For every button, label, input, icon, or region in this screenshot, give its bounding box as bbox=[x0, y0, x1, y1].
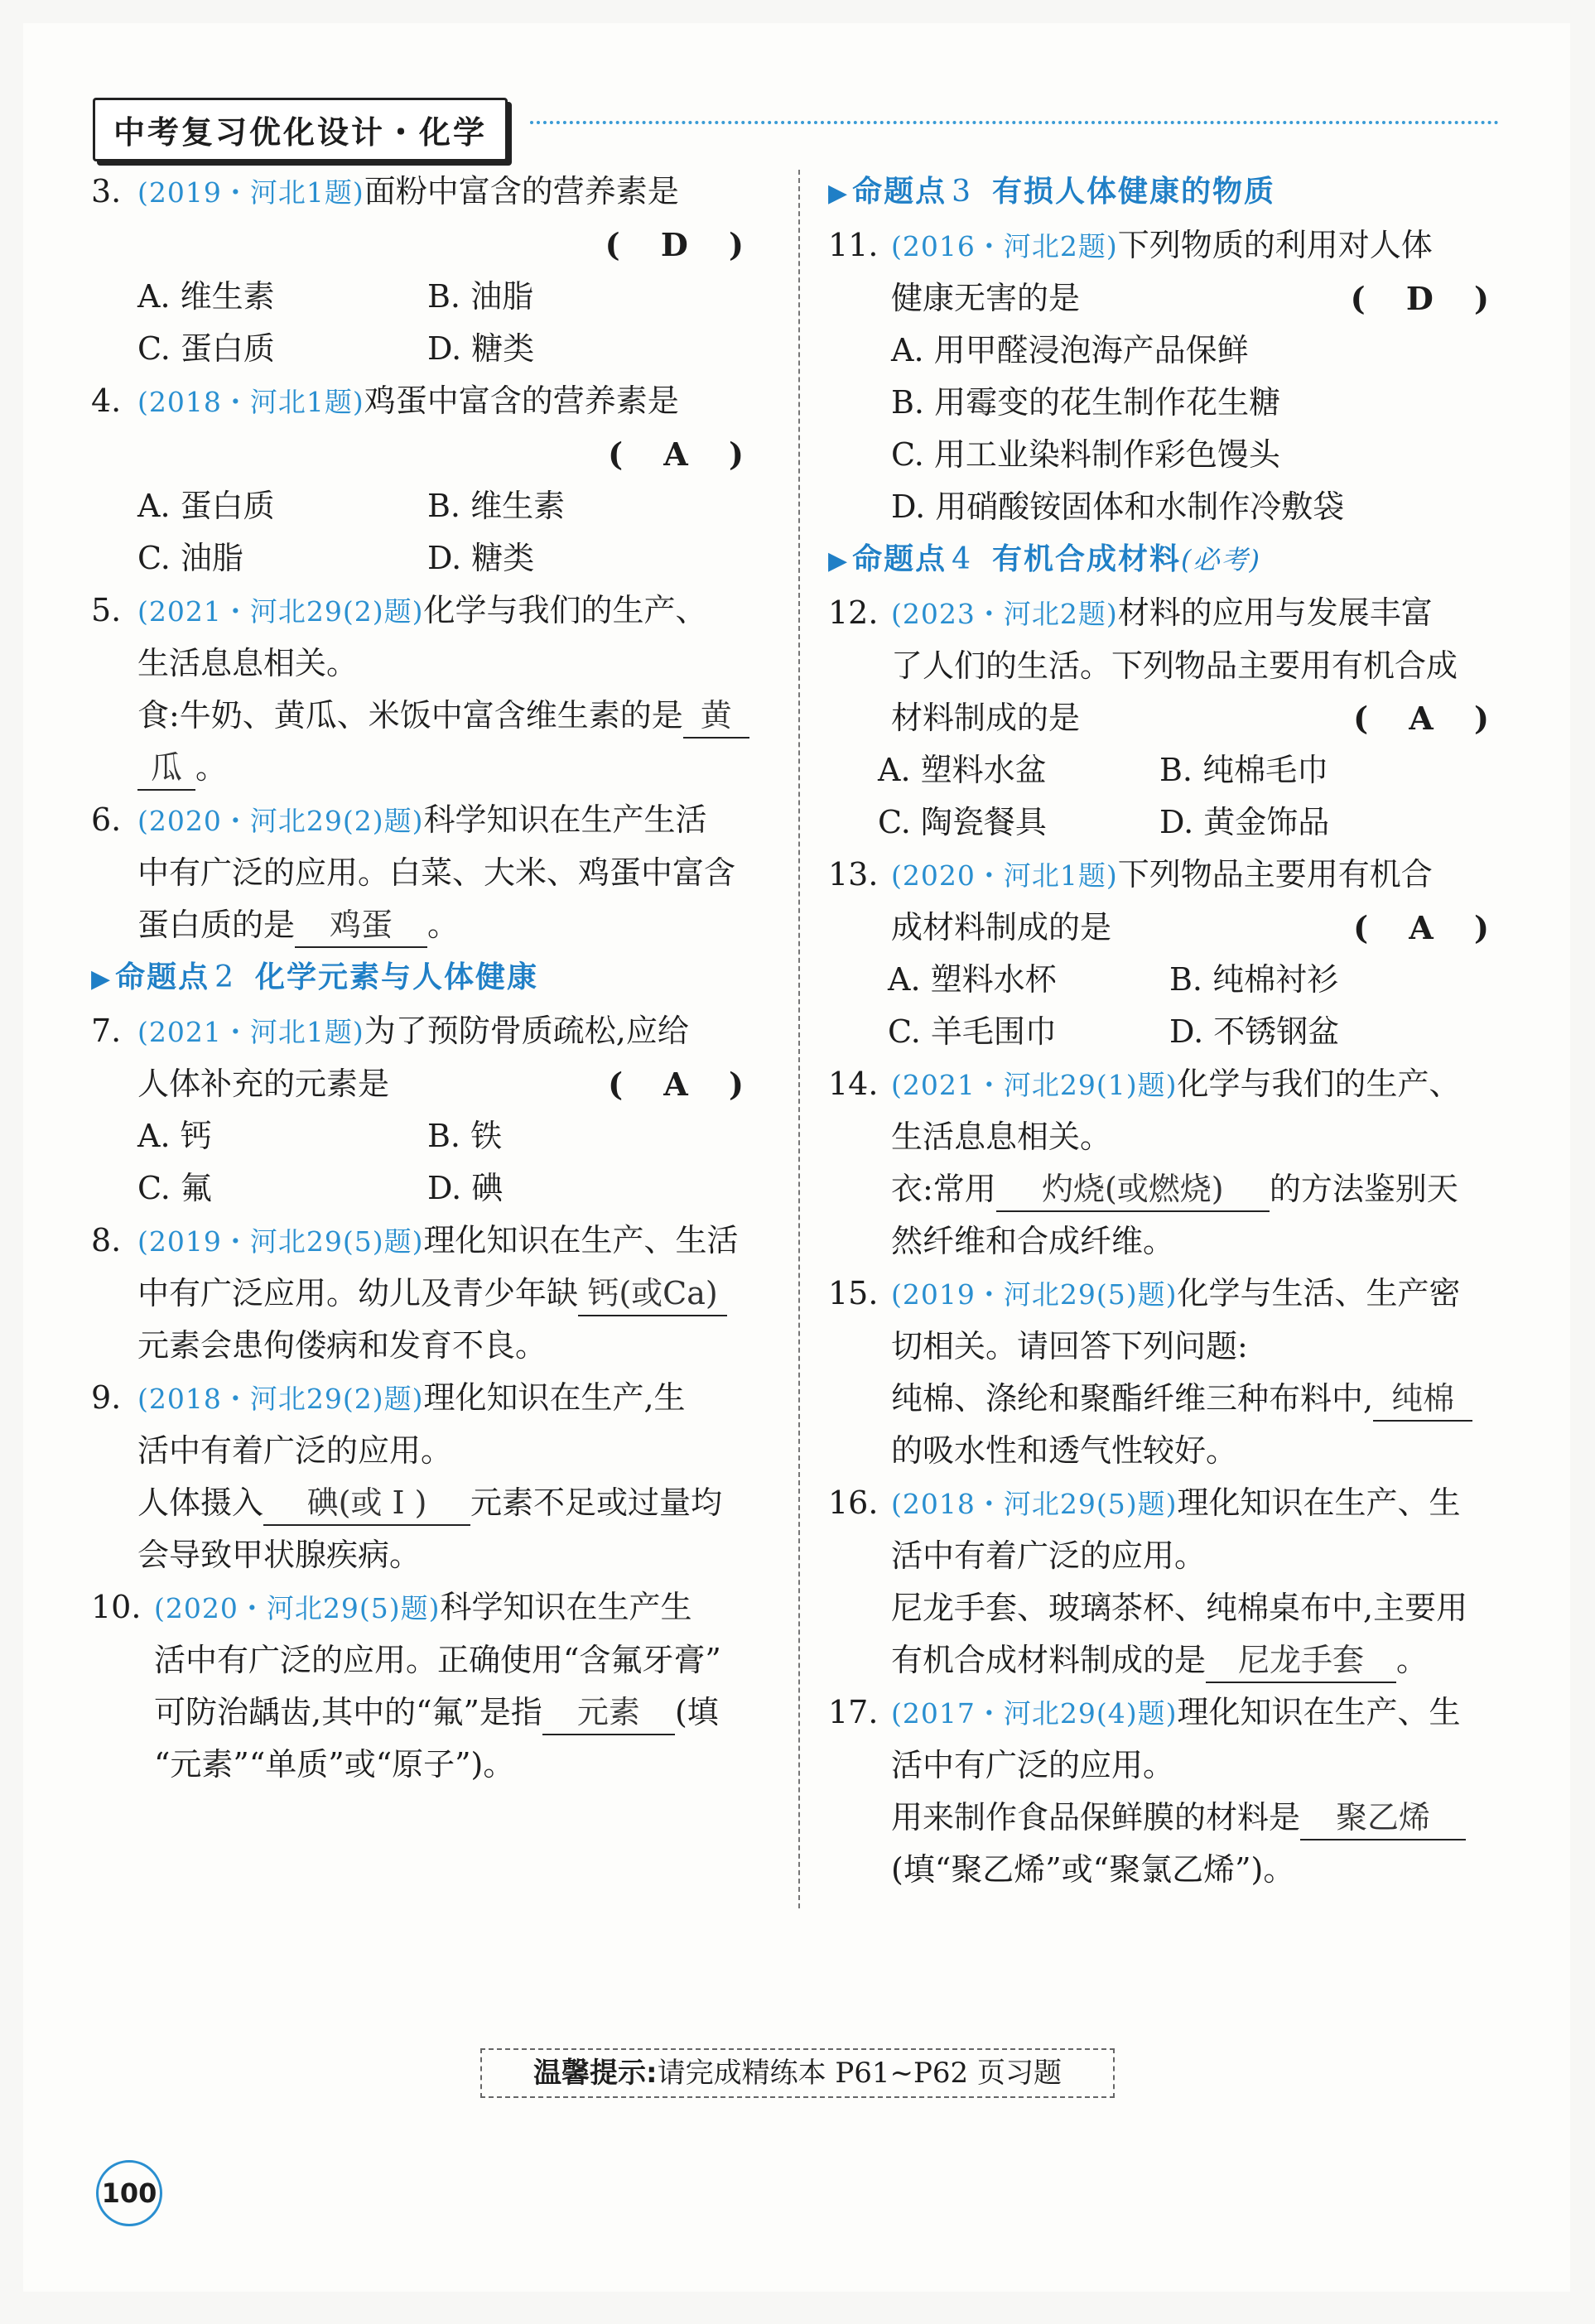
question-number: 4. bbox=[91, 383, 122, 419]
column-divider bbox=[798, 170, 800, 1908]
question-text: 然纤维和合成纤维。 bbox=[891, 1223, 1175, 1259]
topic-number: 2 bbox=[214, 960, 235, 994]
question-text: 生活息息相关。 bbox=[891, 1119, 1112, 1155]
question-source: (2019・河北1题) bbox=[137, 176, 364, 209]
topic-number: 3 bbox=[952, 175, 972, 209]
triangle-icon: ▶ bbox=[828, 546, 850, 575]
option: C. 氟 bbox=[137, 1170, 212, 1206]
option: C. 陶瓷餐具 bbox=[878, 804, 1047, 840]
option: A. 维生素 bbox=[137, 278, 275, 315]
question-text: 理化知识在生产、生 bbox=[1177, 1484, 1461, 1521]
question-text: 理化知识在生产、生活 bbox=[423, 1222, 739, 1258]
option: A. 塑料水盆 bbox=[878, 752, 1047, 788]
question-text: 元素不足或过量均 bbox=[470, 1484, 723, 1521]
question-source: (2020・河北29(2)题) bbox=[137, 805, 424, 837]
question-source: (2021・河北29(1)题) bbox=[891, 1069, 1178, 1101]
question-11 bbox=[828, 219, 1507, 533]
option: B. 纯棉衬衫 bbox=[1169, 961, 1339, 998]
question-source: (2018・河北29(2)题) bbox=[137, 1383, 424, 1415]
topic-heading-2 bbox=[91, 951, 762, 1005]
right-column bbox=[828, 166, 1507, 1896]
question-number: 5. bbox=[91, 592, 122, 628]
topic-note: (必考) bbox=[1181, 544, 1261, 575]
question-3 bbox=[91, 166, 762, 375]
question-number: 15. bbox=[828, 1275, 879, 1311]
topic-number: 4 bbox=[952, 542, 972, 576]
question-text: 尼龙手套、玻璃茶杯、纯棉桌布中,主要用 bbox=[891, 1590, 1468, 1626]
question-source: (2023・河北2题) bbox=[891, 598, 1118, 630]
question-13 bbox=[828, 849, 1507, 1058]
answer-blank: 尼龙手套 bbox=[1206, 1638, 1396, 1683]
question-14 bbox=[828, 1058, 1507, 1268]
question-text: 可防治龋齿,其中的“氟”是指 bbox=[154, 1694, 542, 1730]
punctuation: 。 bbox=[427, 907, 460, 943]
left-column bbox=[91, 166, 762, 1791]
question-number: 3. bbox=[91, 173, 122, 209]
topic-label: 命题点 bbox=[852, 542, 947, 576]
topic-label: 命题点 bbox=[852, 175, 947, 209]
question-15 bbox=[828, 1268, 1507, 1477]
question-text: 生活息息相关。 bbox=[137, 645, 359, 681]
question-text: 化学与生活、生产密 bbox=[1177, 1275, 1461, 1311]
option: D. 黄金饰品 bbox=[1159, 804, 1330, 840]
question-text: 用来制作食品保鲜膜的材料是 bbox=[891, 1799, 1301, 1836]
question-9 bbox=[91, 1372, 762, 1581]
topic-title: 化学元素与人体健康 bbox=[255, 960, 539, 994]
question-text: 的方法鉴别天 bbox=[1269, 1171, 1458, 1207]
question-source: (2020・河北1题) bbox=[891, 859, 1118, 892]
triangle-icon: ▶ bbox=[828, 179, 850, 208]
question-source: (2019・河北29(5)题) bbox=[891, 1278, 1178, 1311]
question-text: (填“聚乙烯”或“聚氯乙烯”)。 bbox=[891, 1851, 1295, 1888]
topic-heading-4 bbox=[828, 533, 1507, 587]
question-text: 活中有广泛的应用。正确使用“含氟牙膏” bbox=[154, 1642, 721, 1678]
question-source: (2021・河北1题) bbox=[137, 1016, 364, 1048]
question-number: 16. bbox=[828, 1484, 879, 1521]
page-number: 100 bbox=[96, 2160, 162, 2226]
punctuation: 。 bbox=[195, 749, 228, 786]
option: B. 铁 bbox=[427, 1118, 503, 1154]
answer-blank: 黄 bbox=[683, 694, 749, 739]
question-number: 17. bbox=[828, 1694, 879, 1730]
question-text: 活中有着广泛的应用。 bbox=[137, 1432, 453, 1469]
tip-text: 请完成精练本 P61~P62 页习题 bbox=[657, 2057, 1062, 2090]
answer-blank: 瓜 bbox=[137, 746, 195, 791]
question-text: 化学与我们的生产、 bbox=[1177, 1066, 1461, 1102]
option: B. 用霉变的花生制作花生糖 bbox=[891, 384, 1281, 421]
question-4 bbox=[91, 375, 762, 585]
question-text: 科学知识在生产生活 bbox=[423, 801, 707, 838]
option: B. 纯棉毛巾 bbox=[1159, 752, 1329, 788]
question-text: 人体补充的元素是 bbox=[137, 1066, 390, 1102]
question-5 bbox=[91, 585, 762, 794]
question-text: 活中有着广泛的应用。 bbox=[891, 1537, 1207, 1574]
question-source: (2017・河北29(4)题) bbox=[891, 1697, 1178, 1730]
topic-label: 命题点 bbox=[115, 960, 210, 994]
option: A. 蛋白质 bbox=[137, 488, 275, 524]
question-number: 13. bbox=[828, 856, 879, 893]
option: A. 钙 bbox=[137, 1118, 212, 1154]
answer-blank: 灼烧(或燃烧) bbox=[996, 1167, 1270, 1212]
answer-mark: ( A ) bbox=[1353, 700, 1504, 737]
answer-mark: ( A ) bbox=[608, 1066, 759, 1103]
question-source: (2019・河北29(5)题) bbox=[137, 1225, 424, 1258]
question-text: 化学与我们的生产、 bbox=[423, 592, 707, 628]
question-text: 科学知识在生产生 bbox=[440, 1589, 692, 1625]
answer-mark: ( D ) bbox=[605, 226, 759, 263]
answer-blank: 纯棉 bbox=[1373, 1377, 1472, 1422]
question-text: 鸡蛋中富含的营养素是 bbox=[364, 383, 679, 419]
question-text: 理化知识在生产,生 bbox=[423, 1379, 686, 1416]
page-header-title: 中考复习优化设计・化学 bbox=[93, 98, 508, 161]
answer-mark: ( D ) bbox=[1350, 280, 1504, 317]
answer-mark: ( A ) bbox=[608, 435, 759, 473]
topic-title: 有机合成材料 bbox=[992, 542, 1182, 576]
tip-label: 温馨提示: bbox=[533, 2057, 658, 2090]
topic-title: 有损人体健康的物质 bbox=[992, 175, 1276, 209]
answer-blank: 鸡蛋 bbox=[295, 903, 427, 948]
question-text: 面粉中富含的营养素是 bbox=[364, 173, 679, 209]
question-source: (2018・河北29(5)题) bbox=[891, 1488, 1178, 1520]
question-text: 材料的应用与发展丰富 bbox=[1117, 594, 1433, 631]
option: A. 用甲醛浸泡海产品保鲜 bbox=[891, 332, 1249, 368]
question-text: 下列物品主要用有机合 bbox=[1117, 856, 1433, 893]
question-text: 蛋白质的是 bbox=[137, 907, 296, 943]
option: C. 羊毛围巾 bbox=[888, 1013, 1057, 1050]
question-text: (填 bbox=[674, 1694, 719, 1730]
question-source: (2018・河北1题) bbox=[137, 386, 364, 418]
question-text: 食:牛奶、黄瓜、米饭中富含维生素的是 bbox=[137, 697, 683, 734]
question-text: 为了预防骨质疏松,应给 bbox=[364, 1013, 689, 1049]
answer-blank: 碘(或 I ) bbox=[263, 1481, 470, 1526]
question-number: 9. bbox=[91, 1379, 122, 1416]
option: C. 油脂 bbox=[137, 540, 243, 576]
question-source: (2016・河北2题) bbox=[891, 230, 1118, 262]
question-6 bbox=[91, 794, 762, 951]
tip-box bbox=[480, 2048, 1115, 2098]
question-text: 有机合成材料制成的是 bbox=[891, 1642, 1207, 1678]
question-text: 成材料制成的是 bbox=[891, 909, 1112, 945]
question-number: 7. bbox=[91, 1013, 122, 1049]
question-text: 下列物质的利用对人体 bbox=[1117, 227, 1433, 263]
question-text: 材料制成的是 bbox=[891, 700, 1081, 736]
option: A. 塑料水杯 bbox=[888, 961, 1057, 998]
question-number: 6. bbox=[91, 801, 122, 838]
option: D. 不锈钢盆 bbox=[1169, 1013, 1340, 1050]
triangle-icon: ▶ bbox=[91, 965, 113, 994]
question-source: (2020・河北29(5)题) bbox=[154, 1592, 441, 1624]
option: D. 碘 bbox=[427, 1170, 504, 1206]
question-text: 了人们的生活。下列物品主要用有机合成 bbox=[891, 647, 1458, 684]
question-text: 理化知识在生产、生 bbox=[1177, 1694, 1461, 1730]
option: C. 用工业染料制作彩色馒头 bbox=[891, 436, 1280, 473]
answer-blank: 聚乙烯 bbox=[1300, 1796, 1466, 1840]
question-8 bbox=[91, 1215, 762, 1372]
answer-blank: 元素 bbox=[542, 1691, 675, 1735]
topic-heading-3 bbox=[828, 166, 1507, 219]
question-text: “元素”“单质”或“原子”)。 bbox=[154, 1746, 515, 1783]
question-number: 14. bbox=[828, 1066, 879, 1102]
question-text: 活中有广泛的应用。 bbox=[891, 1747, 1175, 1783]
question-source: (2021・河北29(2)题) bbox=[137, 595, 424, 628]
option: D. 糖类 bbox=[427, 540, 535, 576]
option: B. 油脂 bbox=[427, 278, 534, 315]
option: C. 蛋白质 bbox=[137, 330, 275, 367]
question-number: 12. bbox=[828, 594, 879, 631]
question-number: 8. bbox=[91, 1222, 122, 1258]
question-text: 中有广泛应用。幼儿及青少年缺 bbox=[137, 1275, 579, 1311]
question-17 bbox=[828, 1686, 1507, 1896]
question-16 bbox=[828, 1477, 1507, 1686]
option: B. 维生素 bbox=[427, 488, 566, 524]
question-text: 人体摄入 bbox=[137, 1484, 264, 1521]
option: D. 用硝酸铵固体和水制作冷敷袋 bbox=[891, 488, 1345, 525]
question-text: 元素会患佝偻病和发育不良。 bbox=[137, 1327, 547, 1364]
question-text: 纯棉、涤纶和聚酯纤维三种布料中, bbox=[891, 1380, 1374, 1417]
option: D. 糖类 bbox=[427, 330, 535, 367]
question-text: 会导致甲状腺疾病。 bbox=[137, 1537, 422, 1573]
question-text: 的吸水性和透气性较好。 bbox=[891, 1432, 1238, 1469]
question-text: 切相关。请回答下列问题: bbox=[891, 1328, 1248, 1364]
answer-blank: 钙(或Ca) bbox=[578, 1272, 727, 1316]
question-number: 10. bbox=[91, 1589, 142, 1625]
question-text: 中有广泛的应用。白菜、大米、鸡蛋中富含 bbox=[137, 854, 736, 891]
question-number: 11. bbox=[828, 227, 879, 263]
question-text: 健康无害的是 bbox=[891, 280, 1081, 316]
question-10 bbox=[91, 1581, 762, 1791]
header-dotted-rule bbox=[530, 121, 1499, 124]
question-12 bbox=[828, 587, 1507, 849]
question-text: 衣:常用 bbox=[891, 1171, 996, 1207]
answer-mark: ( A ) bbox=[1353, 909, 1504, 946]
question-7 bbox=[91, 1005, 762, 1215]
punctuation: 。 bbox=[1396, 1642, 1429, 1678]
